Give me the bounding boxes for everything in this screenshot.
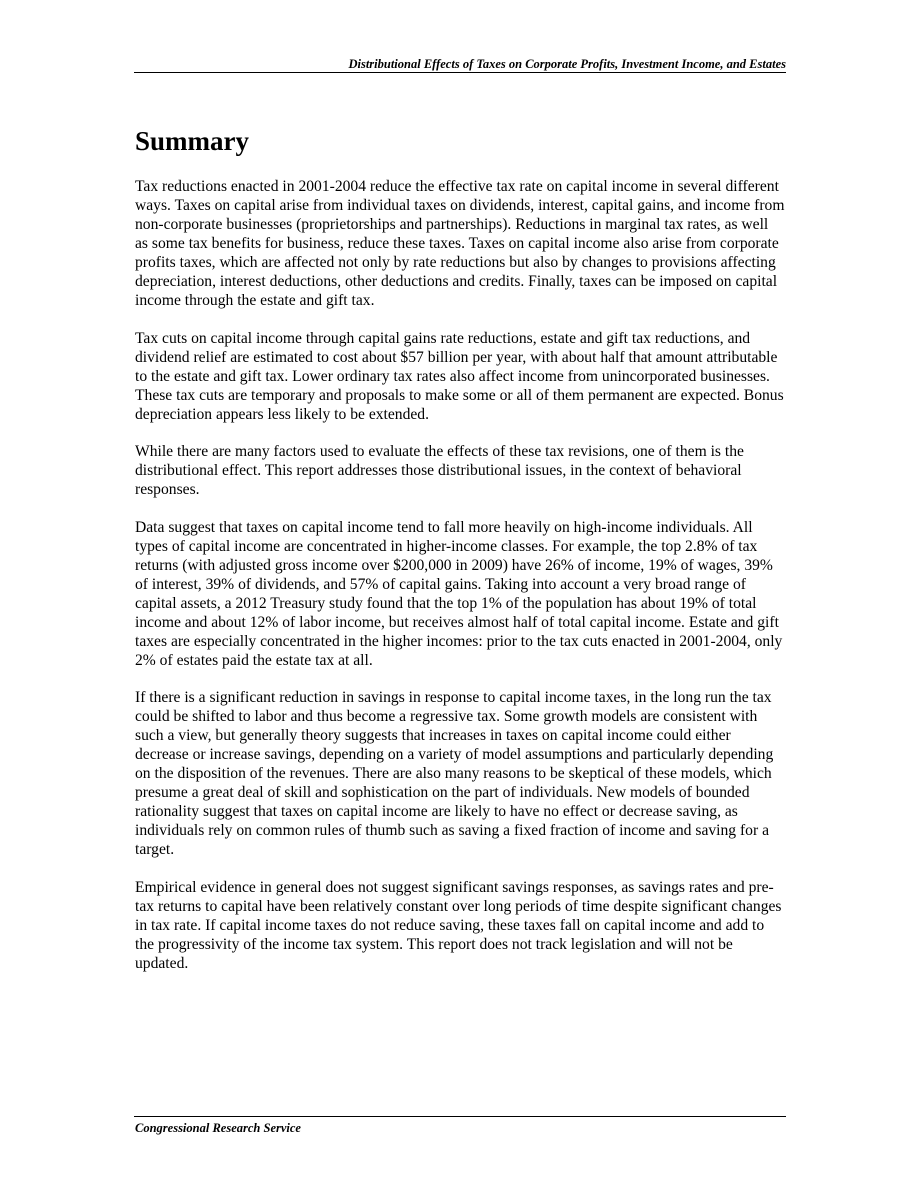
paragraph: Tax cuts on capital income through capital gains rate reductions, estate and gift tax reductions, and dividend relief are estimated to cost about $57 billion per year, with about half that amount attributable to the estate and gift tax. Lower ordinary tax rates also affect income from unincorporated businesses. These tax cuts are temporary and proposals to make some or all of them permanent are expected. Bonus depreciation appears less likely to be extended. <box>135 329 784 423</box>
footer-rule <box>134 1116 786 1117</box>
paragraph: Tax reductions enacted in 2001-2004 reduce the effective tax rate on capital income in several different ways. Taxes on capital arise from individual taxes on dividends, interest, capital gains, and income from non-corporate businesses (proprietorships and partnerships). Reductions in marginal tax rates, as well as some tax benefits for business, reduce these taxes. Taxes on capital income also arise from corporate profits taxes, which are affected not only by rate reductions but also by changes to provisions affecting depreciation, interest deductions, other deductions and credits. Finally, taxes can be imposed on capital income through the estate and gift tax. <box>135 178 785 309</box>
running-footer: Congressional Research Service <box>135 1121 301 1135</box>
header-rule <box>134 72 786 73</box>
running-header: Distributional Effects of Taxes on Corporate Profits, Investment Income, and Estates <box>348 57 786 71</box>
summary-body <box>135 177 785 991</box>
page-title: Summary <box>135 126 249 156</box>
paragraph: Data suggest that taxes on capital income tend to fall more heavily on high-income individuals. All types of capital income are concentrated in higher-income classes. For example, the top 2.8% of tax returns (with adjusted gross income over $200,000 in 2009) have 26% of income, 19% of wages, 39% of interest, 39% of dividends, and 57% of capital gains. Taking into account a very broad range of capital assets, a 2012 Treasury study found that the top 1% of the population has about 19% of total income and about 12% of labor income, but receives almost half of total capital income. Estate and gift taxes are especially concentrated in the higher incomes: prior to the tax cuts enacted in 2001-2004, only 2% of estates paid the estate tax at all. <box>135 518 783 669</box>
paragraph: While there are many factors used to evaluate the effects of these tax revisions, one of them is the distributional effect. This report addresses those distributional issues, in the context of behavioral responses. <box>135 443 744 498</box>
paragraph: If there is a significant reduction in savings in response to capital income taxes, in the long run the tax could be shifted to labor and thus become a regressive tax. Some growth models are consistent with such a view, but generally theory suggests that increases in taxes on capital income could either decrease or increase savings, depending on a variety of model assumptions and particularly depending on the disposition of the revenues. There are also many reasons to be skeptical of these models, which presume a great deal of skill and sophistication on the part of individuals. New models of bounded rationality suggest that taxes on capital income are likely to have no effect or decrease saving, as individuals rely on common rules of thumb such as saving a fixed fraction of income and saving for a target. <box>135 689 774 858</box>
paragraph: Empirical evidence in general does not suggest significant savings responses, as savings rates and pre-tax returns to capital have been relatively constant over long periods of time despite significant changes in tax rate. If capital income taxes do not reduce saving, these taxes fall on capital income and add to the progressivity of the income tax system. This report does not track legislation and will not be updated. <box>135 878 782 972</box>
